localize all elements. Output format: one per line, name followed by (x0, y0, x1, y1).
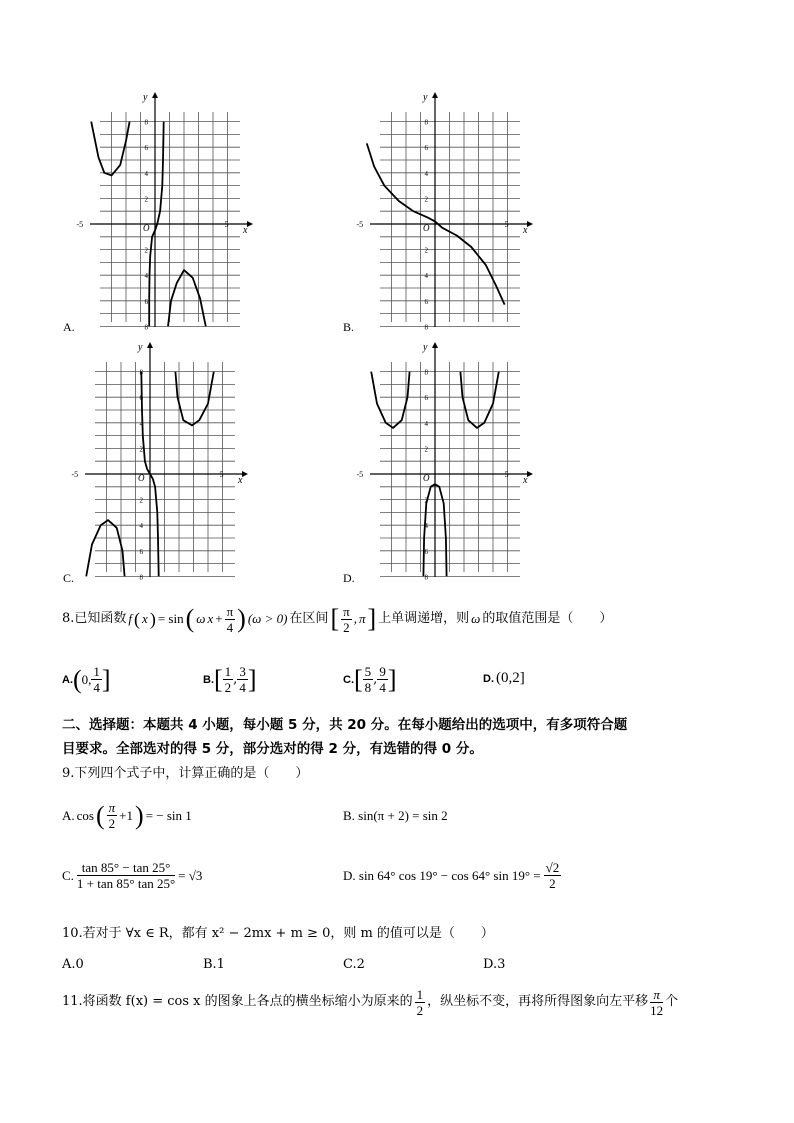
y-tick-label: 2 (144, 195, 148, 204)
y-tick-label: 6 (424, 297, 428, 306)
graph-b (356, 90, 535, 332)
y-axis-label: y (138, 342, 143, 353)
q11-stem: 11.将函数 f(x) = cos x 的图象上各点的横坐标缩小为原来的 $\frac{1}{2}$ ，纵坐标不变，再将所得图象向左平移 $\frac{\pi}{12}$ 个 (62, 986, 679, 1018)
q8-option-a[interactable]: A. ( 0, $\frac{1}{4}$ ] (62, 664, 111, 695)
q9-stem: 9.下列四个式子中，计算正确的是（ ） (62, 766, 309, 781)
y-tick-label: 8 (424, 573, 428, 582)
y-tick-label: 8 (424, 323, 428, 332)
y-tick-label: 2 (424, 246, 428, 255)
q8-frac-pi2: $\frac{\pi}{2}$ (343, 603, 350, 635)
y-tick-label: 2 (424, 496, 428, 505)
x-axis-label: x (523, 475, 528, 486)
x-axis-label: x (238, 475, 243, 486)
x-tick-5: 5 (504, 220, 509, 229)
q8-option-d[interactable]: D. (0,2] (483, 670, 525, 686)
q9-option-c[interactable]: C. $\frac{\tan 85^\circ - \tan 25^\circ}{1 + \tan 85^\circ \tan 25^\circ}$ = √3 (62, 860, 203, 891)
x-tick-5: 5 (219, 470, 224, 479)
y-tick-label: 8 (424, 368, 428, 377)
y-tick-label: 4 (144, 169, 148, 178)
y-tick-label: 8 (144, 323, 148, 332)
y-tick-label: 6 (139, 394, 143, 403)
y-tick-label: 4 (424, 419, 428, 428)
q8-pi: π (358, 611, 366, 626)
y-axis-label: y (143, 92, 148, 103)
q10-stem: 10.若对于 ∀x ∈ R，都有 x² − 2mx + m ≥ 0，则 m 的值可以是（ ） (62, 926, 494, 941)
x-tick-neg5: -5 (71, 470, 79, 479)
x-tick-neg5: -5 (356, 220, 364, 229)
y-tick-label: 4 (424, 272, 428, 281)
origin-label: O (423, 473, 430, 483)
y-axis-label: y (423, 342, 428, 353)
q8-f: f (128, 611, 133, 626)
y-tick-label: 2 (139, 496, 143, 505)
function-curve (168, 270, 206, 326)
x-axis-label: x (243, 225, 248, 236)
x-tick-5: 5 (224, 220, 229, 229)
y-tick-label: 2 (424, 445, 428, 454)
graph-a (76, 90, 255, 332)
y-axis-label: y (423, 92, 428, 103)
x-tick-5: 5 (504, 470, 509, 479)
function-curve (91, 122, 129, 176)
section2-line1: 二、选择题：本题共 4 小题，每小题 5 分，共 20 分。在每小题给出的选项中，有多项符合题 (62, 717, 628, 733)
y-tick-label: 4 (139, 522, 143, 531)
x-tick-neg5: -5 (76, 220, 84, 229)
q8-tail2: 的取值范围是（ ） (482, 611, 613, 626)
graph-b-label: B. (343, 320, 355, 334)
y-tick-label: 8 (144, 118, 148, 127)
origin-label: O (143, 223, 150, 233)
graph-d (356, 340, 535, 582)
y-tick-label: 6 (144, 297, 148, 306)
y-tick-label: 6 (144, 144, 148, 153)
graph-d-label: D. (343, 571, 355, 585)
y-tick-label: 2 (139, 445, 143, 454)
q9-option-d[interactable]: D. sin 64° cos 19° − cos 64° sin 19° = $\frac{√2}{2}$ (343, 860, 560, 891)
q8-omega: ω (196, 611, 206, 626)
graph-c-label: C. (63, 571, 75, 585)
q8-x: x (142, 611, 148, 626)
q8-condition: (ω > 0) (247, 611, 288, 626)
q8-eq: = sin (157, 611, 184, 626)
y-tick-label: 6 (139, 547, 143, 556)
y-tick-label: 8 (424, 118, 428, 127)
q8-number: 8.已知函数 (62, 611, 127, 626)
y-tick-label: 8 (139, 573, 143, 582)
q10-option-b[interactable]: B.1 (203, 957, 225, 972)
q8-option-b[interactable]: B. [ $\frac{1}{2}$ , $\frac{3}{4}$ ] (203, 664, 257, 695)
graph-a-label: A. (63, 320, 75, 334)
q9-option-a[interactable]: A. cos ( $\frac{\pi}{2}$ +1 ) = − sin 1 (62, 800, 192, 831)
graph-c (71, 340, 250, 582)
q8-option-c[interactable]: C. [ $\frac{5}{8}$ , $\frac{9}{4}$ ] (343, 664, 397, 695)
function-curve (86, 520, 124, 576)
x-tick-neg5: -5 (356, 470, 364, 479)
x-axis-label: x (523, 225, 528, 236)
q8-frac-pi4: $\frac{\pi}{4}$ (226, 603, 234, 635)
q8-omega2: ω (471, 611, 481, 626)
y-tick-label: 6 (424, 144, 428, 153)
q8-x2: x (207, 611, 214, 626)
q10-option-a[interactable]: A.0 (62, 957, 84, 972)
y-tick-label: 6 (424, 394, 428, 403)
origin-label: O (423, 223, 430, 233)
q10-option-d[interactable]: D.3 (483, 957, 506, 972)
origin-label: O (138, 473, 145, 483)
section2-line2: 目要求。全部选对的得 5 分，部分选对的得 2 分，有选错的得 0 分。 (62, 741, 483, 757)
q9-option-b[interactable]: B. sin(π + 2) = sin 2 (343, 808, 448, 823)
q10-option-c[interactable]: C.2 (343, 957, 365, 972)
y-tick-label: 4 (139, 419, 143, 428)
y-tick-label: 4 (144, 272, 148, 281)
q8-tail: 上单调递增，则 (378, 611, 470, 626)
y-tick-label: 6 (424, 547, 428, 556)
q8-stem: 8.已知函数 f ( x ) = sin ( ω x + $\frac{\pi}{4}$ ) (ω > 0) 在区间 [ $\frac{\pi}{2}$ , π ] 上单调递增，则 ω 的取值范围是（ ） (62, 603, 613, 635)
y-tick-label: 4 (424, 522, 428, 531)
y-tick-label: 2 (144, 246, 148, 255)
y-tick-label: 4 (424, 169, 428, 178)
q8-mid: 在区间 (289, 611, 329, 626)
function-curve (371, 372, 409, 428)
y-tick-label: 8 (139, 368, 143, 377)
y-tick-label: 2 (424, 195, 428, 204)
